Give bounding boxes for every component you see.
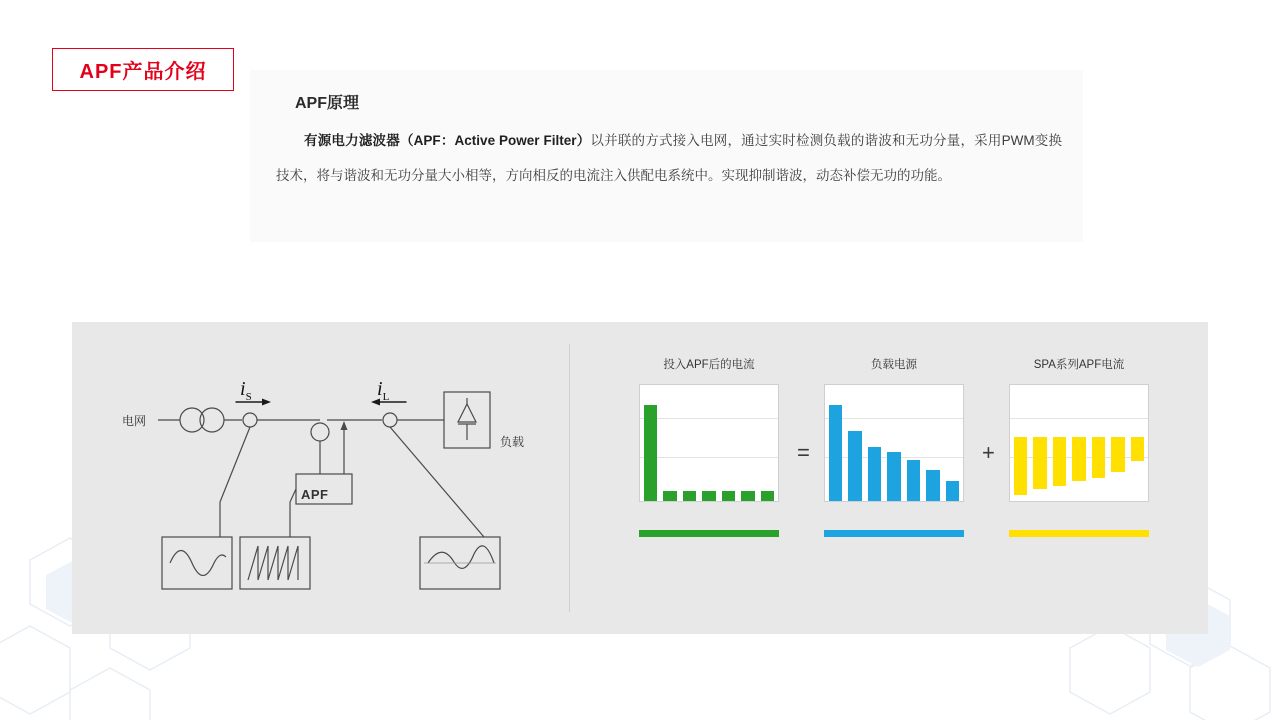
chart-load-source <box>824 359 964 509</box>
bar <box>848 431 861 501</box>
current-source-symbol <box>240 378 252 403</box>
chart-apf-current-title: SPA系列APF电流 <box>1033 359 1125 371</box>
circuit-schematic <box>72 322 569 634</box>
slide-title: APF产品介绍 <box>79 61 207 83</box>
bar <box>702 491 715 501</box>
current-load-symbol <box>377 378 389 403</box>
chart-load-source-bars <box>829 383 959 501</box>
bar <box>946 481 959 501</box>
bar <box>663 491 676 501</box>
current-source-letter: i <box>240 378 246 400</box>
load-label: 负载 <box>500 435 525 449</box>
chart-after-apf-baseline <box>639 530 779 537</box>
chart-apf-current-frame <box>1009 384 1149 502</box>
chart-after-apf <box>639 359 779 509</box>
principle-card <box>250 70 1083 242</box>
chart-after-apf-bars <box>644 383 774 501</box>
bar <box>926 470 939 501</box>
grid-label: 电网 <box>122 414 147 428</box>
bar <box>907 460 920 501</box>
diagram-panel <box>72 322 1208 634</box>
chart-load-source-title: 负载电源 <box>871 359 917 371</box>
chart-after-apf-frame <box>639 384 779 502</box>
bar <box>1111 437 1124 472</box>
bar <box>741 491 754 501</box>
chart-apf-current-bars <box>1014 437 1144 503</box>
card-body-bold: 有源电力滤波器（APF：Active Power Filter） <box>304 133 591 148</box>
bar <box>683 491 696 501</box>
bar <box>868 447 881 501</box>
bar <box>1014 437 1027 495</box>
gridline <box>1010 418 1148 419</box>
bar <box>761 491 774 501</box>
card-heading: APF原理 <box>295 95 360 112</box>
bar <box>644 405 657 501</box>
operator-plus: + <box>982 440 995 465</box>
operator-equals: = <box>797 440 810 465</box>
chart-apf-current-baseline <box>1009 530 1149 537</box>
apf-box-label: APF <box>301 487 329 502</box>
circuit-schematic-svg <box>72 322 569 634</box>
card-body-rest: 以并联的方式接入电网，通过实时检测负载的谐波和无功分量，采用PWM变换技术，将与谐波和无功分量大小相等，方向相反的电流注入供配电系统中。实现抑制谐波，动态补偿无功的功能。 <box>276 133 1062 183</box>
bar <box>1033 437 1046 489</box>
bar <box>1053 437 1066 486</box>
harmonic-charts <box>569 322 1208 634</box>
current-load-subscript: L <box>382 391 390 403</box>
slide-title-box <box>52 48 234 91</box>
chart-load-source-frame <box>824 384 964 502</box>
bar <box>1072 437 1085 481</box>
current-load-letter: i <box>377 378 383 400</box>
bar <box>1131 437 1144 461</box>
bar <box>887 452 900 501</box>
chart-load-source-baseline <box>824 530 964 537</box>
bar <box>1092 437 1105 478</box>
chart-apf-current <box>1009 359 1149 509</box>
current-source-subscript: S <box>245 391 252 403</box>
bar <box>722 491 735 501</box>
chart-after-apf-title: 投入APF后的电流 <box>663 359 755 371</box>
card-body <box>276 123 1062 193</box>
bar <box>829 405 842 501</box>
